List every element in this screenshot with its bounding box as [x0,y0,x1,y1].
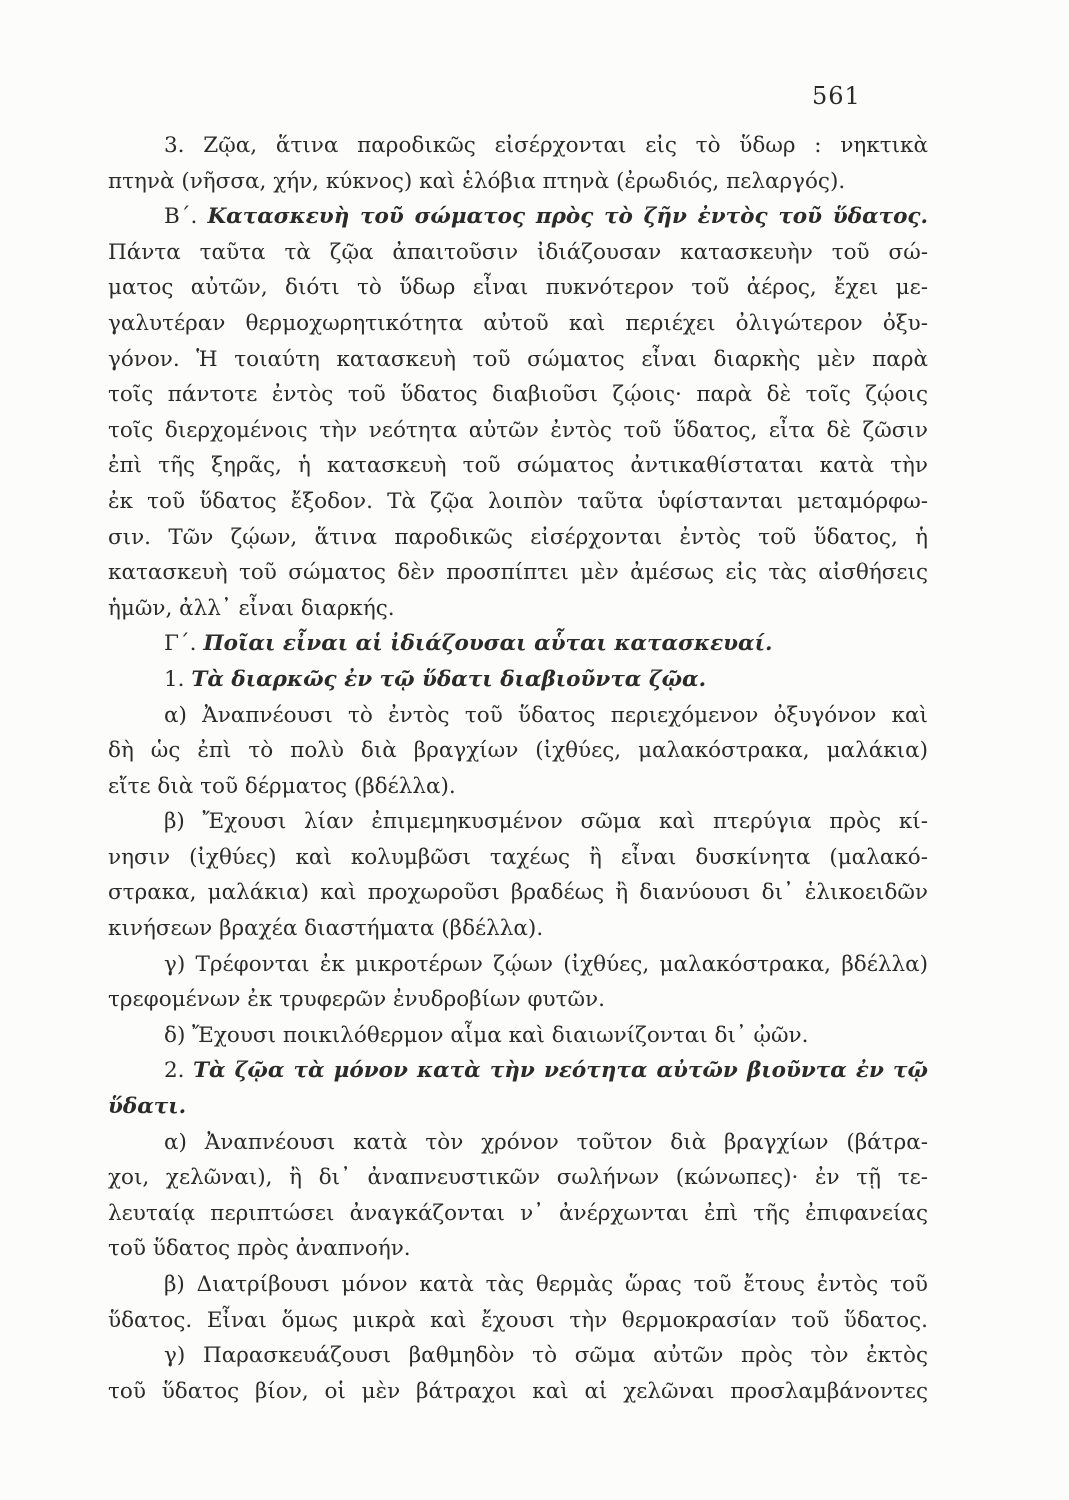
text-run: 3. Ζῷα, ἅτινα παροδικῶς εἰσέρχονται εἰς τὸ ὕδωρ : νηκτικὰ [164,133,928,158]
text-run: τοῦ ὕδατος βίον, οἱ μὲν βάτραχοι καὶ αἱ χελῶναι προσλαμβάνοντες [108,1378,928,1404]
text-line [108,270,928,306]
text-line [108,1196,928,1232]
text-run: κινήσεων βραχέα διαστήματα (βδέλλα). [108,916,544,942]
bold-italic-heading: Τὰ διαρκῶς ἐν τῷ ὕδατι διαβιοῦντα ζῷα. [191,666,707,692]
text-run: β) Διατρίβουσι μόνον κατὰ τὰς θερμὰς ὥρας τοῦ ἔτους ἐντὸς τοῦ [164,1272,928,1297]
text-line [108,840,928,876]
text-run: Β΄. [164,204,208,230]
text-line [108,128,928,164]
text-run: χοι, χελῶναι), ἢ δι᾽ ἀναπνευστικῶν σωλήνων (κώνωπες)· ἐν τῇ τε- [108,1165,928,1191]
text-line [108,1267,928,1303]
bold-italic-heading: ὕδατι. [108,1094,187,1120]
text-run: ἐπὶ τῆς ξηρᾶς, ἡ κατασκευὴ τοῦ σώματος ἀντικαθίσταται κατὰ τὴν [108,453,928,479]
text-line [108,1089,928,1125]
text-line [108,804,928,840]
text-line [108,1303,928,1339]
text-run: γόνον. Ἡ τοιαύτη κατασκευὴ τοῦ σώματος εἶναι διαρκὴς μὲν παρὰ [108,346,928,372]
body-text [108,128,928,1409]
text-line [108,1231,928,1267]
text-line [108,626,928,662]
text-run: ματος αὐτῶν, διότι τὸ ὕδωρ εἶναι πυκνότερον τοῦ ἀέρος, ἔχει με- [108,275,928,301]
text-run: ὕδατος. Εἶναι ὅμως μικρὰ καὶ ἔχουσι τὴν θερμοκρασίαν τοῦ ὕδατος. [108,1307,928,1333]
text-line [108,235,928,271]
text-line [108,1018,928,1054]
page-number: 561 [812,82,861,110]
bold-italic-heading: Τὰ ζῷα τὰ μόνον κατὰ τὴν νεότητα αὐτῶν βιοῦντα ἐν τῷ [192,1058,928,1084]
text-line [108,982,928,1018]
text-run: γ) Παρασκευάζουσι βαθμηδὸν τὸ σῶμα αὐτῶν πρὸς τὸν ἐκτὸς [164,1343,928,1369]
bold-italic-heading: Ποῖαι εἶναι αἱ ἰδιάζουσαι αὗται κατασκευαί. [203,631,773,657]
text-line [108,413,928,449]
text-line [108,377,928,413]
text-run: ἡμῶν, ἀλλ᾽ εἶναι διαρκής. [108,595,395,621]
text-line [108,911,928,947]
text-run: τρεφομένων ἐκ τρυφερῶν ἐνυδροβίων φυτῶν. [108,987,605,1013]
text-line [108,947,928,983]
text-run: δὴ ὡς ἐπὶ τὸ πολὺ διὰ βραγχίων (ἰχθύες, μαλακόστρακα, μαλάκια) [108,738,928,764]
text-line [108,555,928,591]
text-run: νησιν (ἰχθύες) καὶ κολυμβῶσι ταχέως ἢ εἶναι δυσκίνητα (μαλακό- [108,844,928,870]
text-run: τοῖς πάντοτε ἐντὸς τοῦ ὕδατος διαβιοῦσι ζῴοις· παρὰ δὲ τοῖς ζῴοις [108,382,928,408]
text-run: γ) Τρέφονται ἐκ μικροτέρων ζῴων (ἰχθύες, μαλακόστρακα, βδέλλα) [164,951,928,977]
text-line [108,733,928,769]
text-run: πτηνὰ (νῆσσα, χήν, κύκνος) καὶ ἑλόβια πτηνὰ (ἐρωδιός, πελαργός). [108,168,846,194]
text-run: ἐκ τοῦ ὕδατος ἔξοδον. Τὰ ζῷα λοιπὸν ταῦτα ὑφίστανται μεταμόρφω- [108,488,928,514]
text-run: β) Ἔχουσι λίαν ἐπιμεμηκυσμένον σῶμα καὶ πτερύγια πρὸς κί- [164,809,928,835]
text-run: εἴτε διὰ τοῦ δέρματος (βδέλλα). [108,773,456,799]
text-run: τοῦ ὕδατος πρὸς ἀναπνοήν. [108,1236,411,1262]
text-run: Γ΄. [164,631,204,657]
text-line [108,448,928,484]
text-line [108,769,928,805]
text-line [108,1125,928,1161]
text-line [108,484,928,520]
text-run: λευταίᾳ περιπτώσει ἀναγκάζονται ν᾽ ἀνέρχωνται ἐπὶ τῆς ἐπιφανείας [108,1200,928,1226]
text-run: α) Ἀναπνέουσι κατὰ τὸν χρόνον τοῦτον διὰ βραγχίων (βάτρα- [164,1129,928,1155]
text-line [108,875,928,911]
text-line [108,199,928,235]
text-line [108,1053,928,1089]
text-line [108,342,928,378]
text-line [108,591,928,627]
text-line [108,164,928,200]
text-line [108,698,928,734]
text-run: 2. [164,1058,193,1084]
text-line [108,1160,928,1196]
text-run: δ) Ἔχουσι ποικιλόθερμον αἷμα καὶ διαιωνίζονται δι᾽ ᾠῶν. [164,1022,809,1048]
text-run: Πάντα ταῦτα τὰ ζῷα ἀπαιτοῦσιν ἰδιάζουσαν κατασκευὴν τοῦ σώ- [108,239,928,265]
text-line [108,662,928,698]
text-run: κατασκευὴ τοῦ σώματος δὲν προσπίπτει μὲν ἀμέσως εἰς τὰς αἰσθήσεις [108,560,928,586]
text-run: τοῖς διερχομένοις τὴν νεότητα αὐτῶν ἐντὸς τοῦ ὕδατος, εἶτα δὲ ζῶσιν [108,417,928,443]
text-line [108,306,928,342]
bold-italic-heading: Κατασκευὴ τοῦ σώματος πρὸς τὸ ζῆν ἐντὸς τοῦ ὕδατος. [207,204,928,230]
text-line [108,520,928,556]
text-run: σιν. Τῶν ζῴων, ἅτινα παροδικῶς εἰσέρχονται ἐντὸς τοῦ ὕδατος, ἡ [108,524,928,550]
text-run: 1. [164,666,192,692]
text-run: στρακα, μαλάκια) καὶ προχωροῦσι βραδέως ἢ διανύουσι δι᾽ ἑλικοειδῶν [108,880,928,906]
text-line [108,1338,928,1374]
text-line [108,1374,928,1410]
text-run: α) Ἀναπνέουσι τὸ ἐντὸς τοῦ ὕδατος περιεχόμενον ὀξυγόνον καὶ [164,702,928,728]
text-run: γαλυτέραν θερμοχωρητικότητα αὐτοῦ καὶ περιέχει ὀλιγώτερον ὀξυ- [108,310,928,336]
